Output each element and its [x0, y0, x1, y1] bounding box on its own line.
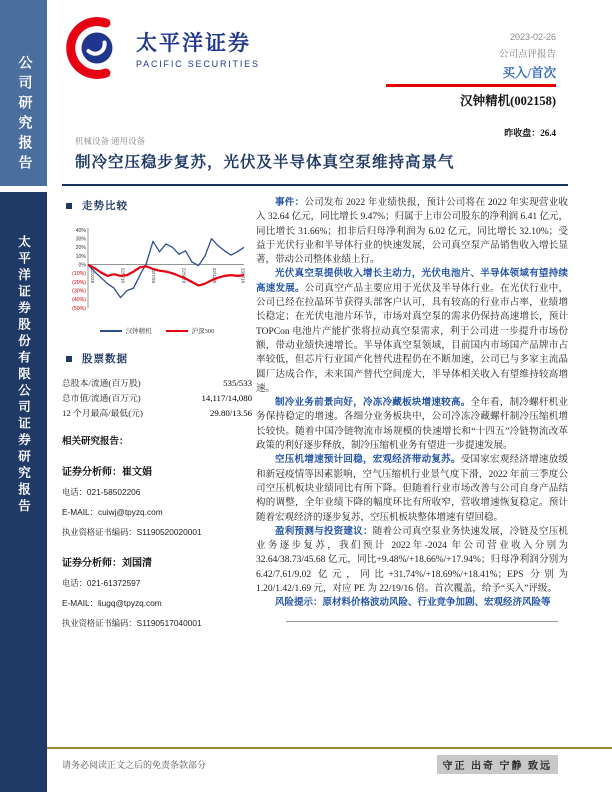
prev-close — [386, 126, 556, 139]
header-info-block — [386, 32, 556, 139]
sidebar-company-band — [0, 192, 47, 792]
stock-row-label: 总股本/流通(百万股) — [62, 378, 141, 388]
report-type: 公司点评报告 — [498, 50, 556, 60]
svg-text:22/5/10: 22/5/10 — [120, 267, 126, 284]
svg-text:22/2/28: 22/2/28 — [90, 267, 96, 284]
blue-line-swatch-icon — [100, 330, 122, 332]
table-row — [62, 391, 252, 406]
paragraph-lead: 空压机增速预计回稳，宏观经济带动复苏。 — [275, 455, 461, 466]
left-column — [62, 194, 252, 629]
paragraph-lead: 事件： — [275, 198, 305, 208]
analyst-cert: 执业资格证书编码：S1190520020001 — [62, 527, 202, 537]
analyst-name: 证券分析师：刘国清 — [62, 558, 152, 569]
stock-name-code: 汉钟精机(002158) — [460, 94, 556, 108]
stock-row-label: 12 个月最高/最低(元) — [62, 408, 143, 418]
paragraph-lead: 光伏真空泵提供收入增长主动力，光伏电池片、半导体领域有望持续高速发展。 — [256, 269, 568, 294]
paragraph-text: 受国家宏观经济增速放缓和新冠疫情等因素影响，空气压缩机行业景气度下滑，2022 年前三季度公司空压机板块业绩同比有所下降。但随着行业市场改善与公司自身产品结构的调整，全年业绩下降的幅度环比有所收窄，营收增速恢复稳定。预计随着宏观经济的逐步复苏，空压机板块整体增速有望回稳。 — [256, 455, 568, 523]
risk-warning-paragraph: 风险提示：原材料价格波动风险、行业竞争加剧、宏观经济风险等 — [275, 598, 551, 609]
footer-motto: 守正 出奇 宁静 致远 — [437, 755, 559, 774]
event-paragraph — [256, 196, 568, 267]
stock-row-label: 总市值/流通(百万元) — [62, 393, 141, 403]
stock-row-value: 29.80/13.56 — [209, 408, 252, 418]
paragraph-lead: 盈利预测与投资建议： — [275, 526, 373, 537]
trend-section-header — [62, 198, 252, 213]
red-line-swatch-icon — [166, 330, 188, 332]
compressor-paragraph — [256, 453, 568, 524]
svg-text:23/2/18: 23/2/18 — [240, 267, 246, 284]
square-bullet-icon — [66, 203, 72, 209]
related-reports-heading: 相关研究报告： — [62, 437, 129, 447]
sidebar-report-type-label: 公司研究报告 — [16, 55, 32, 175]
sidebar-company-label: 太平洋证券股份有限公司证券研究报告 — [16, 235, 31, 516]
vacuum-pump-paragraph — [256, 267, 568, 396]
stock-data-section-label: 股票数据 — [82, 354, 128, 365]
svg-text:30%: 30% — [75, 236, 86, 243]
footer-disclaimer: 请务必阅读正文之后的免责条款部分 — [62, 760, 207, 770]
rating-badge: 买入/首次 — [502, 66, 556, 80]
report-date: 2023-02-26 — [509, 32, 556, 42]
analyst-cert: 执业资格证书编码：S1190517040001 — [62, 618, 202, 628]
brand-name-en: PACIFIC SECURITIES — [136, 59, 260, 69]
svg-text:(30%): (30%) — [72, 288, 86, 295]
svg-text:10%: 10% — [75, 253, 86, 260]
body-end-divider — [286, 621, 558, 622]
svg-text:40%: 40% — [75, 227, 86, 234]
sidebar-report-type-band — [0, 0, 47, 186]
legend-stock-label: 汉钟精机 — [125, 328, 152, 335]
stock-row-value: 535/533 — [223, 378, 252, 388]
table-row — [62, 376, 252, 391]
title-divider — [62, 184, 568, 186]
paragraph-text: 全年看，制冷螺杆机业务保持稳定的增速。各细分业务板块中，公司冷冻冷藏螺杆制冷压缩机增长较快。随着中国冷链物流市场规模的快速增长和“十四五”冷链物流改革政策的利好逐步释放，制冷压缩机业务有望进一步提速发展。 — [256, 398, 568, 452]
paragraph-lead: 制冷业务前景向好，冷冻冷藏板块增速较高。 — [275, 398, 471, 409]
svg-text:22/7/20: 22/7/20 — [151, 267, 156, 284]
analyst-block — [62, 554, 252, 629]
table-row — [62, 406, 252, 421]
analyst-email: E-MAIL：cuiwj@tpyzq.com — [62, 507, 163, 517]
paragraph-text: 随着公司真空泵业务快速发展，冷链及空压机业务逐步复苏，我们预计 2022年-2024 年公司营业收入分别为 32.64/38.73/45.68 亿元，同比+9.48%/+18.66%/+17.94%；归母净利润分别为 6.42/7.61/9.02 亿元，同比+31.74%/+18.69%/+18.41%；EPS 分别为 1.20/1.42/1.69 元，对应 PE 为 22/19/16 倍。首次覆盖，给予“买入”评级。 — [256, 526, 568, 595]
brand-name-cn: 太平洋证券 — [136, 32, 251, 55]
left-sidebar — [0, 0, 47, 792]
report-content — [62, 0, 568, 792]
footer-gold-divider — [47, 747, 612, 749]
svg-text:(40%): (40%) — [72, 297, 86, 304]
svg-text:(20%): (20%) — [72, 279, 86, 286]
report-body — [256, 196, 568, 622]
trend-chart-canvas — [62, 225, 248, 319]
analyst-email: E-MAIL：liugq@tpyzq.com — [62, 598, 162, 608]
svg-text:0%: 0% — [78, 262, 86, 269]
analyst-block — [62, 463, 252, 538]
analyst-name: 证券分析师：崔文娟 — [62, 467, 152, 478]
industry-breadcrumb: 机械设备 通用设备 — [75, 136, 146, 146]
prev-close-label: 昨收盘： — [504, 128, 541, 138]
paragraph-text: 公司发布 2022 年业绩快报，预计公司将在 2022 年实现营业收入 32.64 亿元，同比增长 9.47%；归属于上市公司股东的净利润 6.41 亿元，同比增长 31.66%；扣非后归母净利润为 6.02 亿元，同比增长 32.10%；受益于光伏行业和半导体行业的快速发展，公司真空泵产品销售收入增长显著，带动公司整体业绩上行。 — [256, 198, 568, 266]
chart-legend — [62, 326, 252, 335]
red-divider — [386, 84, 556, 87]
svg-text:(10%): (10%) — [72, 271, 86, 278]
pacific-securities-logo-icon — [62, 16, 126, 80]
legend-item-index — [166, 326, 215, 335]
trend-section-label: 走势比较 — [82, 201, 128, 212]
forecast-paragraph — [256, 525, 568, 596]
svg-text:20%: 20% — [75, 245, 86, 252]
stock-row-value: 14,117/14,080 — [201, 393, 252, 403]
brand-logo-text — [136, 27, 260, 69]
prev-close-value: 26.4 — [540, 128, 556, 138]
legend-index-label: 沪深300 — [191, 328, 215, 335]
svg-text:22/9/29: 22/9/29 — [181, 267, 187, 284]
trend-chart — [62, 225, 252, 335]
paragraph-text: 公司真空产品主要应用于光伏及半导体行业。在光伏行业中，公司已经在拉晶环节获得头部客户认可，具有较高的行业市占率，业绩增长稳定；在光伏电池片环节，市场对真空泵的需求仍保持高速增长，预计 TOPCon 电池片产能扩张将拉动真空泵需求，利于公司进一步提升市场份额，带动业绩快速增长。半导体真空泵领域，目前国内市场国产品牌市占率较低，但芯片行业国产化替代进程仍在不断加速，公司已与多家主流晶圆厂达成合作，未来国产替代空间庞大，半导体相关收入有望维持较高增速。 — [256, 283, 568, 394]
analyst-phone: 电话：021-58502206 — [62, 487, 141, 497]
refrigeration-paragraph — [256, 396, 568, 453]
stock-data-table — [62, 376, 252, 421]
legend-item-stock — [100, 326, 152, 335]
report-title: 制冷空压稳步复苏，光伏及半导体真空泵维持高景气 — [75, 154, 455, 171]
brand-logo — [62, 16, 260, 80]
svg-text:(50%): (50%) — [72, 305, 86, 312]
svg-text:22/12/9: 22/12/9 — [211, 267, 217, 284]
analyst-phone: 电话：021-61372597 — [62, 578, 141, 588]
stock-data-section-header — [62, 351, 252, 366]
square-bullet-icon — [66, 356, 72, 362]
